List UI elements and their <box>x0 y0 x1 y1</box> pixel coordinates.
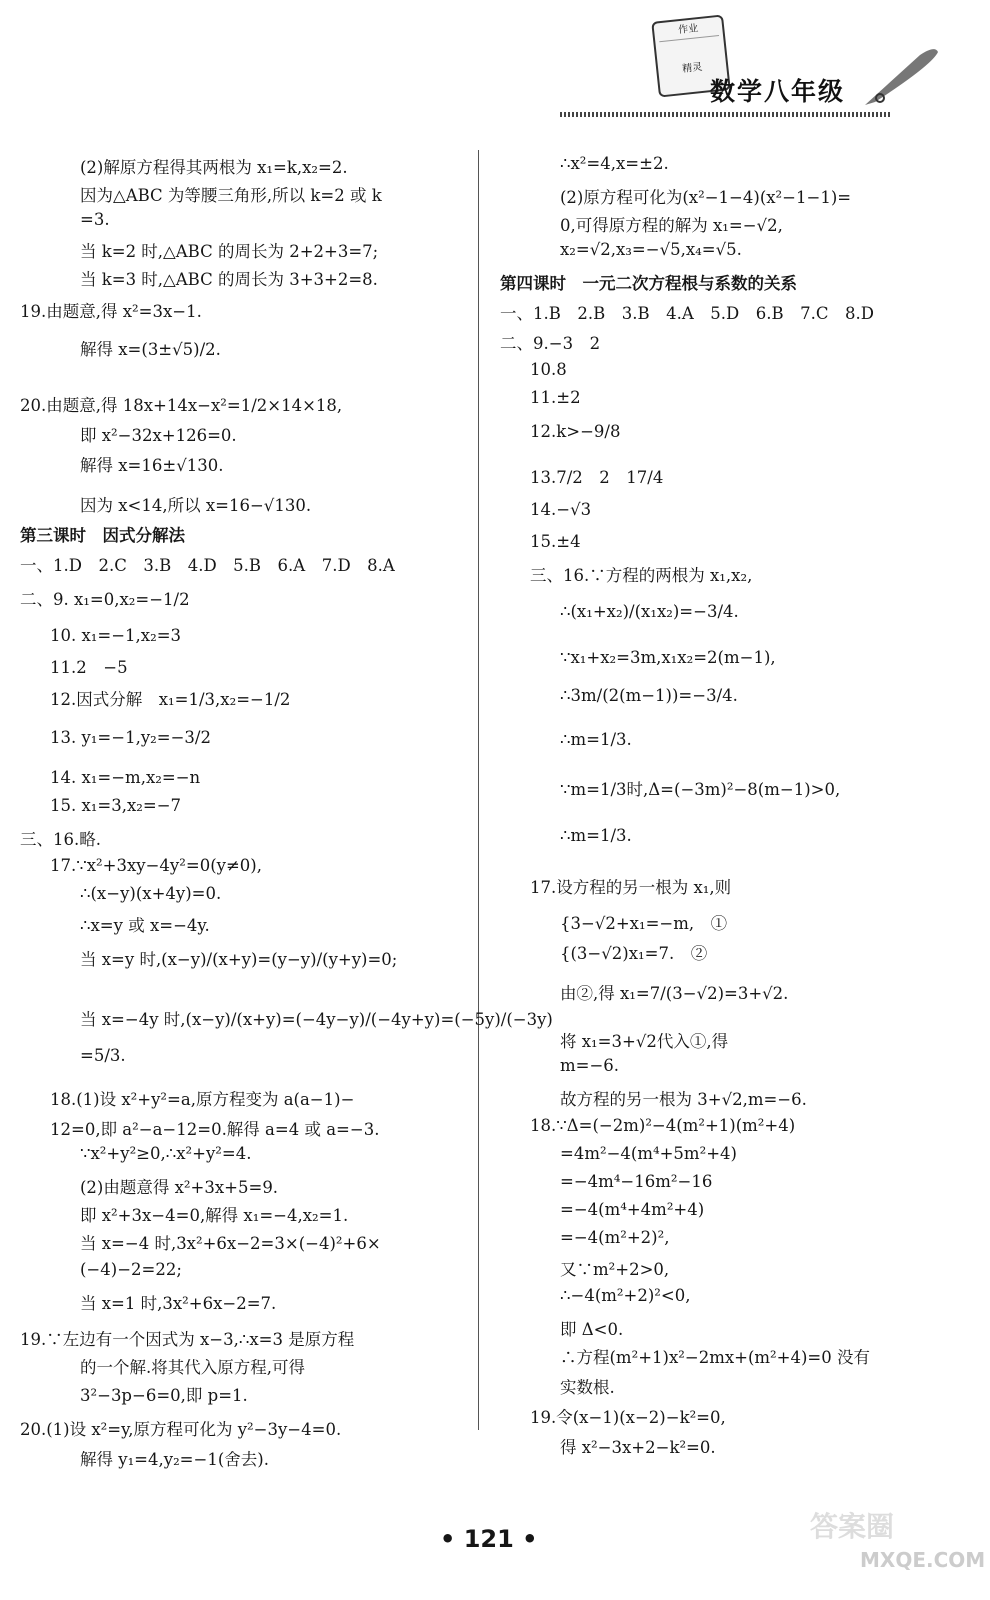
right-line-34: 即 Δ<0. <box>560 1320 624 1339</box>
right-line-5: 一、1.B 2.B 3.B 4.A 5.D 6.B 7.C 8.D <box>500 304 874 323</box>
left-line-32: 当 x=−4 时,3x²+6x−2=3×(−4)²+6× <box>80 1234 381 1253</box>
left-line-10: 因为 x<14,所以 x=16−√130. <box>80 496 312 515</box>
left-line-23: ∴x=y 或 x=−4y. <box>80 916 210 935</box>
right-line-14: ∴(x₁+x₂)/(x₁x₂)=−3/4. <box>560 602 739 621</box>
watermark-url: MXQE.COM <box>860 1548 986 1572</box>
left-line-22: ∴(x−y)(x+4y)=0. <box>80 884 222 903</box>
left-line-33: (−4)−2=22; <box>80 1260 182 1279</box>
right-line-12: 15.±4 <box>530 532 581 551</box>
right-line-28: =4m²−4(m⁴+5m²+4) <box>560 1144 737 1163</box>
watermark-logo: 答案圈 <box>810 1510 895 1543</box>
left-line-6: 解得 x=(3±√5)/2. <box>80 340 221 359</box>
left-line-17: 13. y₁=−1,y₂=−3/2 <box>50 728 211 747</box>
left-line-25: 当 x=−4y 时,(x−y)/(x+y)=(−4y−y)/(−4y+y)=(−5y)/(−3y) <box>80 1010 553 1029</box>
left-line-5: 19.由题意,得 x²=3x−1. <box>20 302 202 321</box>
left-line-16: 12.因式分解 x₁=1/3,x₂=−1/2 <box>50 690 291 709</box>
right-line-18: ∵m=1/3时,Δ=(−3m)²−8(m−1)>0, <box>560 780 841 799</box>
right-line-19: ∴m=1/3. <box>560 826 632 845</box>
right-line-29: =−4m⁴−16m²−16 <box>560 1172 713 1191</box>
right-line-32: 又∵m²+2>0, <box>560 1260 670 1279</box>
right-line-13: 三、16.∵方程的两根为 x₁,x₂, <box>530 566 753 585</box>
left-line-38: 20.(1)设 x²=y,原方程可化为 y²−3y−4=0. <box>20 1420 342 1439</box>
right-line-1: (2)原方程可化为(x²−1−4)(x²−1−1)= <box>560 188 852 207</box>
left-line-31: 即 x²+3x−4=0,解得 x₁=−4,x₂=1. <box>80 1206 349 1225</box>
right-line-26: 故方程的另一根为 3+√2,m=−6. <box>560 1090 807 1109</box>
right-line-22: {(3−√2)x₁=7. ② <box>560 944 708 963</box>
left-line-12: 一、1.D 2.C 3.B 4.D 5.B 6.A 7.D 8.A <box>20 556 395 575</box>
left-line-9: 解得 x=16±√130. <box>80 456 224 475</box>
left-line-2: =3. <box>80 210 110 229</box>
header-dotted-rule <box>560 112 890 117</box>
page-number: • 121 • <box>440 1525 538 1553</box>
right-line-2: 0,可得原方程的解为 x₁=−√2, <box>560 216 783 235</box>
left-line-15: 11.2 −5 <box>50 658 128 677</box>
right-line-11: 14.−√3 <box>530 500 592 519</box>
right-line-8: 11.±2 <box>530 388 581 407</box>
left-line-28: 12=0,即 a²−a−12=0.解得 a=4 或 a=−3. <box>50 1120 380 1139</box>
right-line-35: ∴方程(m²+1)x²−2mx+(m²+4)=0 没有 <box>560 1348 871 1367</box>
left-line-7: 20.由题意,得 18x+14x−x²=1/2×14×18, <box>20 396 343 415</box>
right-line-23: 由②,得 x₁=7/(3−√2)=3+√2. <box>560 984 789 1003</box>
left-line-24: 当 x=y 时,(x−y)/(x+y)=(y−y)/(y+y)=0; <box>80 950 398 969</box>
left-line-27: 18.(1)设 x²+y²=a,原方程变为 a(a−1)− <box>50 1090 355 1109</box>
left-line-11: 第三课时 因式分解法 <box>20 526 185 545</box>
left-line-18: 14. x₁=−m,x₂=−n <box>50 768 201 787</box>
left-line-34: 当 x=1 时,3x²+6x−2=7. <box>80 1294 277 1313</box>
left-line-21: 17.∵x²+3xy−4y²=0(y≠0), <box>50 856 262 875</box>
page-header <box>560 10 960 120</box>
left-line-19: 15. x₁=3,x₂=−7 <box>50 796 182 815</box>
left-line-8: 即 x²−32x+126=0. <box>80 426 237 445</box>
right-line-36: 实数根. <box>560 1378 615 1397</box>
right-line-25: m=−6. <box>560 1056 620 1075</box>
right-line-38: 得 x²−3x+2−k²=0. <box>560 1438 716 1457</box>
book-title: 数学八年级 <box>710 77 846 106</box>
right-line-10: 13.7/2 2 17/4 <box>530 468 664 487</box>
left-line-36: 的一个解.将其代入原方程,可得 <box>80 1358 305 1377</box>
left-line-30: (2)由题意得 x²+3x+5=9. <box>80 1178 279 1197</box>
left-line-1: 因为△ABC 为等腰三角形,所以 k=2 或 k <box>80 186 382 205</box>
right-line-31: =−4(m²+2)², <box>560 1228 670 1247</box>
column-divider <box>478 150 479 1430</box>
left-line-14: 10. x₁=−1,x₂=3 <box>50 626 182 645</box>
right-line-24: 将 x₁=3+√2代入①,得 <box>560 1032 729 1051</box>
right-line-37: 19.令(x−1)(x−2)−k²=0, <box>530 1408 726 1427</box>
right-line-9: 12.k>−9/8 <box>530 422 621 441</box>
left-line-13: 二、9. x₁=0,x₂=−1/2 <box>20 590 190 609</box>
right-line-16: ∴3m/(2(m−1))=−3/4. <box>560 686 738 705</box>
right-line-0: ∴x²=4,x=±2. <box>560 154 669 173</box>
left-line-4: 当 k=3 时,△ABC 的周长为 3+3+2=8. <box>80 270 378 289</box>
quill-pen-icon <box>860 40 940 110</box>
right-line-21: {3−√2+x₁=−m, ① <box>560 914 728 933</box>
left-line-3: 当 k=2 时,△ABC 的周长为 2+2+3=7; <box>80 242 379 261</box>
left-line-0: (2)解原方程得其两根为 x₁=k,x₂=2. <box>80 158 348 177</box>
right-line-33: ∴−4(m²+2)²<0, <box>560 1286 691 1305</box>
right-line-20: 17.设方程的另一根为 x₁,则 <box>530 878 732 897</box>
right-line-15: ∵x₁+x₂=3m,x₁x₂=2(m−1), <box>560 648 776 667</box>
right-line-3: x₂=√2,x₃=−√5,x₄=√5. <box>560 240 742 259</box>
left-line-39: 解得 y₁=4,y₂=−1(舍去). <box>80 1450 269 1469</box>
left-line-26: =5/3. <box>80 1046 126 1065</box>
left-line-35: 19.∵左边有一个因式为 x−3,∴x=3 是原方程 <box>20 1330 355 1349</box>
zuoye-jingling-stamp-logo: 作业 精灵 <box>651 14 731 97</box>
left-line-29: ∵x²+y²≥0,∴x²+y²=4. <box>80 1144 252 1163</box>
right-line-6: 二、9.−3 2 <box>500 334 601 353</box>
right-line-27: 18.∵Δ=(−2m)²−4(m²+1)(m²+4) <box>530 1116 796 1135</box>
right-line-17: ∴m=1/3. <box>560 730 632 749</box>
right-line-7: 10.8 <box>530 360 567 379</box>
right-line-30: =−4(m⁴+4m²+4) <box>560 1200 705 1219</box>
left-line-20: 三、16.略. <box>20 830 101 849</box>
right-line-4: 第四课时 一元二次方程根与系数的关系 <box>500 274 797 293</box>
left-line-37: 3²−3p−6=0,即 p=1. <box>80 1386 248 1405</box>
